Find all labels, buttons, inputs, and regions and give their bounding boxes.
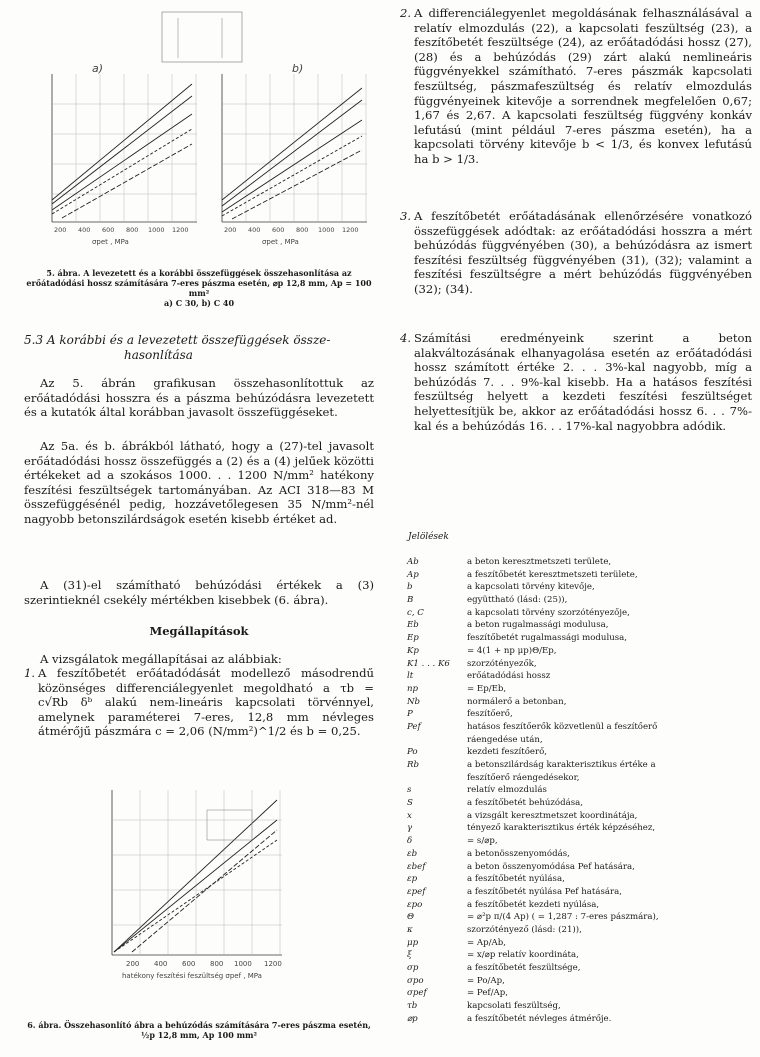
notation-description: a feszítőbetét behúzódása,	[467, 798, 583, 809]
notation-row	[405, 746, 755, 759]
notation-description: = Ep/Eb,	[467, 683, 507, 694]
notation-row	[405, 632, 755, 645]
notation-description: = ⌀²p π/(4 Ap) ( = 1,287 : 7-eres pászmára),	[467, 912, 659, 923]
notation-symbol: Θ	[407, 912, 415, 923]
conclusions-intro: A vizsgálatok megállapításai az alábbiak:	[40, 652, 282, 666]
notation-symbol: b	[407, 582, 413, 593]
notation-row	[405, 987, 755, 1000]
conclusion-item-3	[400, 209, 752, 297]
figure-6-plot	[22, 770, 372, 1010]
notation-symbol: δ	[407, 836, 413, 847]
notation-row	[405, 670, 755, 683]
notation-description: = 4(1 + np μp)Θ/Ep,	[467, 645, 557, 656]
item-number: 1.	[24, 666, 36, 680]
notation-description: = Ap/Ab,	[467, 937, 506, 948]
figure-5b-axes	[222, 74, 367, 222]
notation-row	[405, 619, 755, 632]
notation-description: relatív elmozdulás	[467, 785, 547, 796]
notation-symbol: Nb	[407, 696, 421, 707]
x-tick: 600	[182, 960, 196, 968]
x-tick: 600	[272, 226, 285, 234]
notation-symbol: κ	[407, 924, 413, 935]
notation-row	[405, 873, 755, 886]
notation-description: szorzótényező (lásd: (21)),	[467, 924, 582, 935]
notation-symbol: σpo	[407, 975, 424, 986]
section-title-line: 5.3 A korábbi és a levezetett összefüggések össze-	[24, 333, 331, 347]
notation-description: kapcsolati feszültség,	[467, 1001, 561, 1012]
notation-row	[405, 924, 755, 937]
x-tick: 600	[102, 226, 115, 234]
figure-5b-x-label: σpet , MPa	[262, 238, 299, 246]
figure-5-caption	[24, 268, 374, 308]
notation-symbol: s	[407, 785, 412, 796]
item-text: A feszítőbetét erőátadódását modellező másodrendű közönséges differenciálegyenlet megoldható a τb = c√Rb δᵇ alakú nem-lineáris kapcsolati törvénnyel, amelynek paraméterei 7-eres, 12,8 mm névleges átmérőjű pászmára c = 2,06 (N/mm²)^1/2 és b = 0,25.	[38, 666, 374, 739]
item-number: 2.	[400, 6, 412, 20]
notation-row	[405, 607, 755, 620]
notation-symbol: τb	[407, 1001, 418, 1012]
notation-description: szorzótényezők,	[467, 658, 537, 669]
notation-row	[405, 683, 755, 696]
notation-row	[405, 759, 755, 772]
notation-symbol: Eb	[407, 620, 419, 631]
notation-description: = s/⌀p,	[467, 836, 498, 847]
notation-description: a feszítőbetét feszültsége,	[467, 963, 581, 973]
notation-row	[405, 569, 755, 582]
notation-description: feszítőerő,	[467, 709, 513, 720]
notation-row	[405, 1000, 755, 1013]
x-tick: 200	[54, 226, 67, 234]
conclusion-item-1	[24, 666, 374, 739]
notation-row	[405, 911, 755, 924]
section-5-3-para-1: Az 5. ábrán grafikusan összehasonlítottuk az erőátadódási hosszra és a pászma behúzódásra levezetett és a kutatók által korábban javasolt összefüggéseket.	[24, 376, 374, 420]
notation-symbol: Ep	[407, 633, 419, 644]
notation-symbol: Ap	[407, 569, 419, 580]
notation-description: a betonszilárdság karakterisztikus értéke a	[467, 760, 656, 770]
notation-symbol: S	[407, 798, 413, 809]
item-number: 3.	[400, 209, 412, 223]
item-text: Számítási eredményeink szerint a beton alakváltozásának elhanyagolása esetén az erőátadódási hossz számított értéke 2. . . 3%-kal nagyobb, míg a behúzódás 7. . . 9%-kal kisebb. Ha a hatásos feszítési feszültség helyett a kezdeti feszítési feszültséget helyettesítjük be, akkor az erőátadódási hossz 6. . . 7%-kal és a behúzódás 16. . . 17%-kal nagyobbra adódik.	[414, 331, 752, 433]
notation-description: a feszítőbetét névleges átmérője.	[467, 1013, 612, 1024]
notation-description: a kapcsolati törvény kitevője,	[467, 582, 595, 593]
x-tick: 1000	[234, 960, 252, 968]
notation-symbol: Ab	[407, 557, 419, 567]
notation-row	[405, 810, 755, 823]
figure-5-panel-a-label: a)	[92, 62, 104, 75]
notation-description: = Po/Ap,	[467, 975, 505, 986]
notation-description: a vizsgált keresztmetszet koordinátája,	[467, 810, 638, 821]
notation-description: a beton keresztmetszeti területe,	[467, 557, 612, 567]
notation-symbol: μp	[407, 937, 419, 948]
notation-description: együttható (lásd: (25)),	[467, 595, 568, 606]
figure-5-caption-text: 5. ábra. A levezetett és a korábbi összefüggések összehasonlítása az erőátadódási hossz számítására 7-eres pászma esetén, ⌀p 12,8 mm, Ap = 100 mm²	[26, 268, 372, 298]
notation-symbol: ξ	[407, 950, 412, 961]
notation-description: a feszítőbetét nyúlása Pef hatására,	[467, 886, 622, 897]
notation-description: normálerő a betonban,	[467, 696, 567, 707]
notation-row	[405, 949, 755, 962]
figure-5-x-ticks	[54, 226, 359, 234]
notation-description: a kapcsolati törvény szorzótényezője,	[467, 607, 630, 618]
notation-symbol: Rb	[407, 760, 419, 770]
conclusion-item-4	[400, 331, 752, 433]
figure-6	[22, 770, 372, 1010]
figure-5	[22, 4, 372, 266]
notation-description: hatásos feszítőerők közvetlenül a feszítőerő	[467, 721, 658, 732]
notation-symbol: c, C	[407, 607, 424, 618]
item-number: 4.	[400, 331, 412, 345]
notation-row	[405, 899, 755, 912]
item-text: A differenciálegyenlet megoldásának felhasználásával a relatív elmozdulás (22), a kapcsolati feszültség (23), a feszítőbetét feszültsége (24), az erőátadódási hossz (27), (28) és a behúzódás (29) zárt alakú nemlineáris függvényekkel számítható. 7-eres pászmák kapcsolati feszültség, pászmafeszültség és relatív elmozdulás függvényeinek kitevője a sorrendnek megfelelően 0,67; 1,67 és 2,67. A kapcsolati feszültség függvény konkáv lefutású (mint például 7-eres pászma esetén), ha a kapcsolati törvény kitevője b < 1/3, és konvex lefutású ha b > 1/3.	[414, 6, 752, 166]
notation-row	[405, 772, 755, 785]
figure-5a-x-label: σpet , MPa	[92, 238, 129, 246]
notation-description: ráengedése után,	[467, 734, 543, 745]
notation-symbol: P	[407, 709, 413, 720]
x-tick: 1000	[148, 226, 165, 234]
notation-list	[405, 556, 755, 1025]
notation-row	[405, 645, 755, 658]
notation-row	[405, 594, 755, 607]
notation-symbol: Po	[407, 747, 418, 758]
notation-description: a feszítőbetét nyúlása,	[467, 874, 565, 885]
notation-description: erőátadódási hossz	[467, 671, 551, 682]
notation-row	[405, 721, 755, 734]
notation-symbol: Pef	[407, 721, 421, 732]
notation-row	[405, 886, 755, 899]
section-5-3-para-2: Az 5a. és b. ábrákból látható, hogy a (27)-tel javasolt erőátadódási hossz összefüggés a (2) és a (4) jelűek közötti értékeket ad a szokásos 1000. . . 1200 N/mm² hatékony feszítési feszültségek tartományában. Az ACI 318—83 M összefüggésénél pedig, hozzávetőlegesen 35 N/mm²-nél nagyobb betonszilárdságok esetén kisebb értéket ad.	[24, 439, 374, 526]
notation-row	[405, 975, 755, 988]
conclusions-title: Megállapítások	[149, 624, 249, 638]
figure-5a-axes	[52, 74, 197, 222]
x-tick: 400	[154, 960, 168, 968]
notation-row	[405, 835, 755, 848]
notation-description: a betonösszenyomódás,	[467, 848, 570, 859]
figure-6-caption: 6. ábra. Összehasonlító ábra a behúzódás számítására 7-eres pászma esetén, ½p 12,8 mm, Ap 100 mm²	[27, 1020, 371, 1040]
x-tick: 1200	[342, 226, 359, 234]
notation-description: kezdeti feszítőerő,	[467, 747, 548, 758]
notation-row	[405, 797, 755, 810]
notation-row	[405, 784, 755, 797]
figure-6-x-label: hatékony feszítési feszültség σpef , MPa	[122, 972, 262, 980]
notation-symbol: K1 . . . K6	[407, 658, 450, 669]
notation-description: = x/⌀p relatív koordináta,	[467, 950, 579, 961]
x-tick: 1000	[318, 226, 335, 234]
notation-row	[405, 861, 755, 874]
notation-row	[405, 1013, 755, 1026]
notation-description: a feszítőbetét keresztmetszeti területe,	[467, 569, 638, 580]
notation-description: a beton rugalmassági modulusa,	[467, 620, 609, 631]
notation-description: a beton összenyomódása Pef hatására,	[467, 861, 635, 872]
notation-symbol: γ	[407, 823, 413, 834]
notation-row	[405, 658, 755, 671]
notation-symbol: np	[407, 683, 419, 694]
notation-symbol: σpef	[407, 988, 427, 999]
notation-symbol: x	[407, 810, 412, 821]
notation-symbol: εb	[407, 848, 418, 859]
notation-row	[405, 696, 755, 709]
figure-5-caption-sub: a) C 30, b) C 40	[163, 298, 235, 308]
notation-row	[405, 556, 755, 569]
notation-description: = Pef/Ap,	[467, 988, 508, 999]
x-tick: 200	[126, 960, 140, 968]
x-tick: 400	[78, 226, 91, 234]
notation-row	[405, 962, 755, 975]
figure-6-axes	[112, 790, 282, 955]
x-tick: 800	[296, 226, 309, 234]
notation-description: feszítőbetét rugalmassági modulusa,	[467, 633, 628, 644]
notation-symbol: ⌀p	[407, 1013, 418, 1024]
notation-row	[405, 822, 755, 835]
notation-description: feszítőerő ráengedésekor,	[467, 772, 580, 783]
notation-row	[405, 848, 755, 861]
notation-description: tényező karakterisztikus érték képzéséhez,	[467, 823, 656, 834]
figure-6-x-ticks	[126, 960, 282, 968]
section-5-3-para-3: A (31)-el számítható behúzódási értékek a (3) szerintieknél csekély mértékben kisebbek (6. ábra).	[24, 578, 374, 607]
notation-row	[405, 937, 755, 950]
notation-symbol: εp	[407, 874, 418, 885]
notation-title: Jelölések	[408, 532, 449, 542]
x-tick: 800	[210, 960, 224, 968]
x-tick: 200	[224, 226, 237, 234]
conclusion-item-2	[400, 6, 752, 167]
notation-symbol: εpo	[407, 899, 423, 910]
section-5-3-title	[24, 333, 374, 363]
x-tick: 1200	[264, 960, 282, 968]
notation-description: a feszítőbetét kezdeti nyúlása,	[467, 899, 600, 910]
x-tick: 1200	[172, 226, 189, 234]
notation-symbol: Kp	[407, 645, 419, 656]
notation-symbol: εpef	[407, 886, 426, 897]
item-text: A feszítőbetét erőátadásának ellenőrzésére vonatkozó összefüggések adódtak: az erőátadódási hosszra a mért behúzódás függvényében (30), a behúzódásra az ismert feszítési feszültség függvényében (31), (32); valamint a feszítési feszültségre a mért behúzódás függvényében (32); (34).	[414, 209, 752, 296]
figure-5-panel-b-label: b)	[292, 62, 304, 75]
notation-symbol: B	[407, 595, 414, 606]
notation-symbol: σp	[407, 963, 419, 973]
x-tick: 800	[126, 226, 139, 234]
notation-symbol: lt	[407, 671, 414, 682]
notation-row	[405, 708, 755, 721]
figure-5-plot	[22, 4, 372, 266]
section-title-line: hasonlítása	[124, 348, 193, 362]
notation-symbol: εbef	[407, 861, 426, 872]
notation-row	[405, 581, 755, 594]
notation-row	[405, 734, 755, 747]
x-tick: 400	[248, 226, 261, 234]
